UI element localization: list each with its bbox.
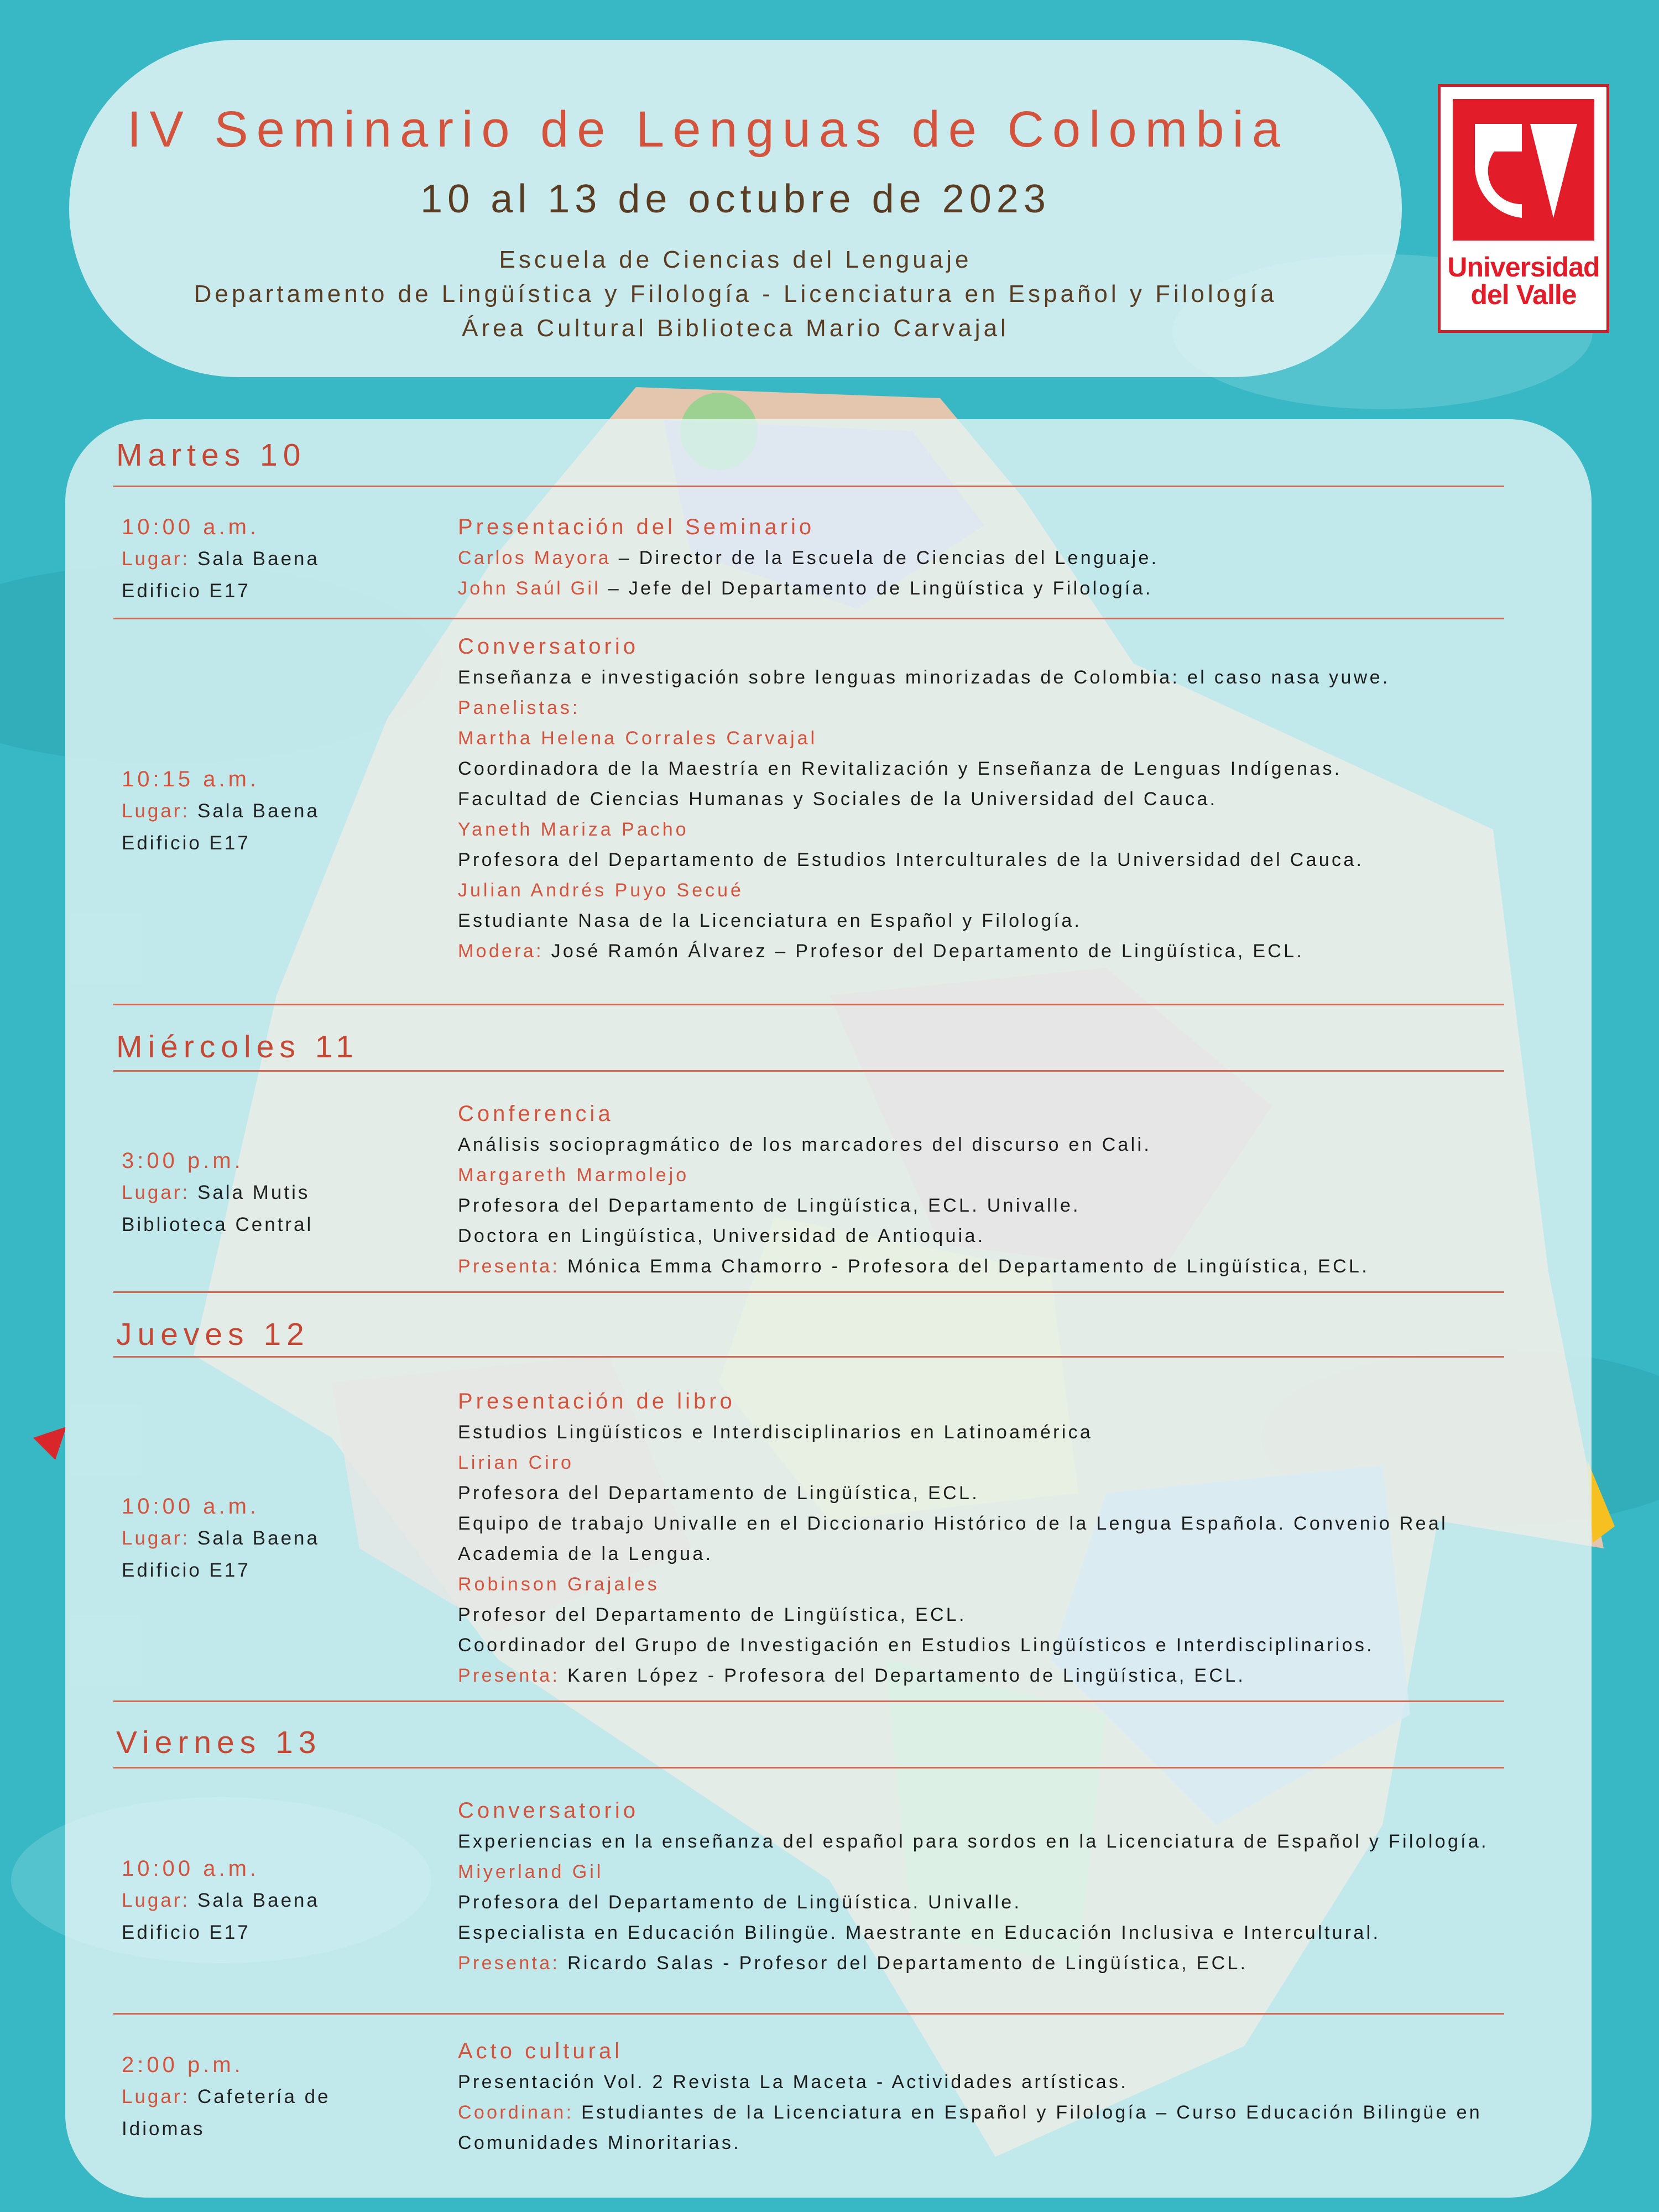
header-card [69, 40, 1402, 377]
panelist-name: Julian Andrés Puyo Secué [458, 880, 744, 901]
speaker-role: Coordinador del Grupo de Investigación en Estudios Lingüísticos e Interdisciplinarios. [458, 1635, 1374, 1656]
event-location: Lugar: Sala Mutis [122, 1182, 310, 1203]
panelist-name: Yaneth Mariza Pacho [458, 819, 689, 840]
event-detail [458, 2035, 1509, 2158]
organizer-library: Área Cultural Biblioteca Mario Carvajal [462, 315, 1009, 342]
speaker-role: Doctora en Lingüística, Universidad de Antioquia. [458, 1225, 985, 1246]
event-type: Presentación del Seminario [458, 515, 815, 539]
event-type: Conversatorio [458, 634, 639, 659]
day-heading-martes: Martes 10 [116, 437, 306, 473]
event-type: Conversatorio [458, 1798, 639, 1823]
universidad-del-valle-logo [1438, 84, 1609, 333]
divider [113, 618, 1504, 619]
divider [113, 1700, 1504, 1702]
speaker-name: Lirian Ciro [458, 1452, 574, 1473]
speaker-role: Profesora del Departamento de Lingüística, ECL. [458, 1483, 979, 1504]
presenter-line: Presenta: Karen López - Profesora del Departamento de Lingüística, ECL. [458, 1665, 1246, 1686]
event-time: 10:00 a.m. [122, 515, 260, 539]
event-location: Lugar: Sala Baena [122, 548, 320, 570]
event-time: 10:15 a.m. [122, 767, 260, 791]
event-topic: Enseñanza e investigación sobre lenguas minorizadas de Colombia: el caso nasa yuwe. [458, 667, 1390, 688]
event-building: Edificio E17 [122, 1559, 251, 1581]
moderator-line: Modera: José Ramón Álvarez – Profesor del Departamento de Lingüística, ECL. [458, 941, 1305, 962]
speaker-role: Profesor del Departamento de Lingüística, ECL. [458, 1604, 967, 1625]
organizer-school: Escuela de Ciencias del Lenguaje [499, 246, 972, 273]
event-time: 3:00 p.m. [122, 1149, 244, 1173]
event-type: Presentación de libro [458, 1389, 735, 1413]
event-time-block [122, 511, 431, 607]
event-time: 10:00 a.m. [122, 1494, 260, 1519]
event-location: Lugar: Sala Baena [122, 1890, 320, 1911]
day-heading-jueves: Jueves 12 [116, 1317, 310, 1352]
event-building: Biblioteca Central [122, 1214, 314, 1235]
event-detail [458, 1794, 1509, 1979]
event-building: Edificio E17 [122, 832, 251, 854]
divider [113, 1004, 1504, 1005]
event-time-block [122, 1490, 431, 1587]
event-type: Conferencia [458, 1102, 614, 1126]
event-time-block [122, 2049, 409, 2145]
speaker-line: Carlos Mayora – Director de la Escuela de Ciencias del Lenguaje. [458, 547, 1159, 568]
divider [113, 1356, 1504, 1358]
event-topic: Estudios Lingüísticos e Interdisciplinarios en Latinoamérica [458, 1422, 1093, 1443]
day-heading-viernes: Viernes 13 [116, 1725, 322, 1760]
speaker-role: Profesora del Departamento de Lingüística. Univalle. [458, 1892, 1022, 1913]
divider [113, 2013, 1504, 2015]
speaker-name: Robinson Grajales [458, 1574, 660, 1595]
panelist-name: Martha Helena Corrales Carvajal [458, 728, 818, 749]
event-topic: Análisis sociopragmático de los marcadores del discurso en Cali. [458, 1134, 1152, 1155]
panelist-role: Coordinadora de la Maestría en Revitalización y Enseñanza de Lenguas Indígenas. [458, 758, 1342, 779]
seminar-dates: 10 al 13 de octubre de 2023 [420, 177, 1051, 221]
organizer-department: Departamento de Lingüística y Filología - Licenciatura en Español y Filología [194, 280, 1277, 307]
seminar-title: IV Seminario de Lenguas de Colombia [127, 101, 1289, 158]
panelist-role: Estudiante Nasa de la Licenciatura en Español y Filología. [458, 910, 1082, 931]
divider [113, 1767, 1504, 1768]
event-topic: Experiencias en la enseñanza del español para sordos en la Licenciatura de Español y Filología. [458, 1831, 1489, 1852]
speaker-role: Especialista en Educación Bilingüe. Maestrante en Educación Inclusiva e Intercultural. [458, 1922, 1381, 1943]
event-detail [458, 630, 1509, 967]
event-location: Lugar: Sala Baena [122, 1527, 320, 1549]
day-heading-miercoles: Miércoles 11 [116, 1029, 359, 1065]
panelist-role: Facultad de Ciencias Humanas y Sociales de la Universidad del Cauca. [458, 789, 1218, 810]
speaker-line: John Saúl Gil – Jefe del Departamento de Lingüística y Filología. [458, 578, 1153, 599]
panelist-role: Profesora del Departamento de Estudios Interculturales de la Universidad del Cauca. [458, 849, 1364, 870]
speaker-role: Profesora del Departamento de Lingüística, ECL. Univalle. [458, 1195, 1081, 1216]
logo-mark-icon [1453, 99, 1594, 241]
divider [113, 1070, 1504, 1072]
event-topic: Presentación Vol. 2 Revista La Maceta - Actividades artísticas. [458, 2072, 1129, 2093]
event-time-block [122, 1145, 431, 1241]
logo-text-universidad: Universidad [1447, 252, 1600, 283]
event-detail [458, 1385, 1509, 1691]
divider [113, 486, 1504, 487]
event-type: Acto cultural [458, 2039, 623, 2063]
speaker-name: Margareth Marmolejo [458, 1165, 690, 1186]
event-location: Lugar: Sala Baena [122, 800, 320, 822]
event-detail [458, 1098, 1509, 1282]
presenter-line: Presenta: Mónica Emma Chamorro - Profesora del Departamento de Lingüística, ECL. [458, 1256, 1369, 1277]
divider [113, 1291, 1504, 1293]
event-location: Lugar: Cafetería de Idiomas [122, 2086, 331, 2140]
panelists-label: Panelistas: [458, 697, 581, 718]
event-building: Edificio E17 [122, 1922, 251, 1943]
event-time: 10:00 a.m. [122, 1856, 260, 1881]
event-time-block [122, 763, 431, 859]
event-time-block [122, 1853, 431, 1949]
event-detail [458, 511, 1509, 604]
coordinators-line: Coordinan: Estudiantes de la Licenciatura en Español y Filología – Curso Educación Bilingüe en Comunidades Minoritarias. [458, 2102, 1483, 2153]
event-building: Edificio E17 [122, 580, 251, 602]
event-time: 2:00 p.m. [122, 2053, 244, 2077]
logo-text-del-valle: del Valle [1470, 279, 1577, 310]
presenter-line: Presenta: Ricardo Salas - Profesor del Departamento de Lingüística, ECL. [458, 1953, 1248, 1974]
speaker-role: Equipo de trabajo Univalle en el Diccionario Histórico de la Lengua Española. Convenio Real Academia de la Lengua. [458, 1513, 1448, 1564]
speaker-name: Miyerland Gil [458, 1861, 604, 1882]
